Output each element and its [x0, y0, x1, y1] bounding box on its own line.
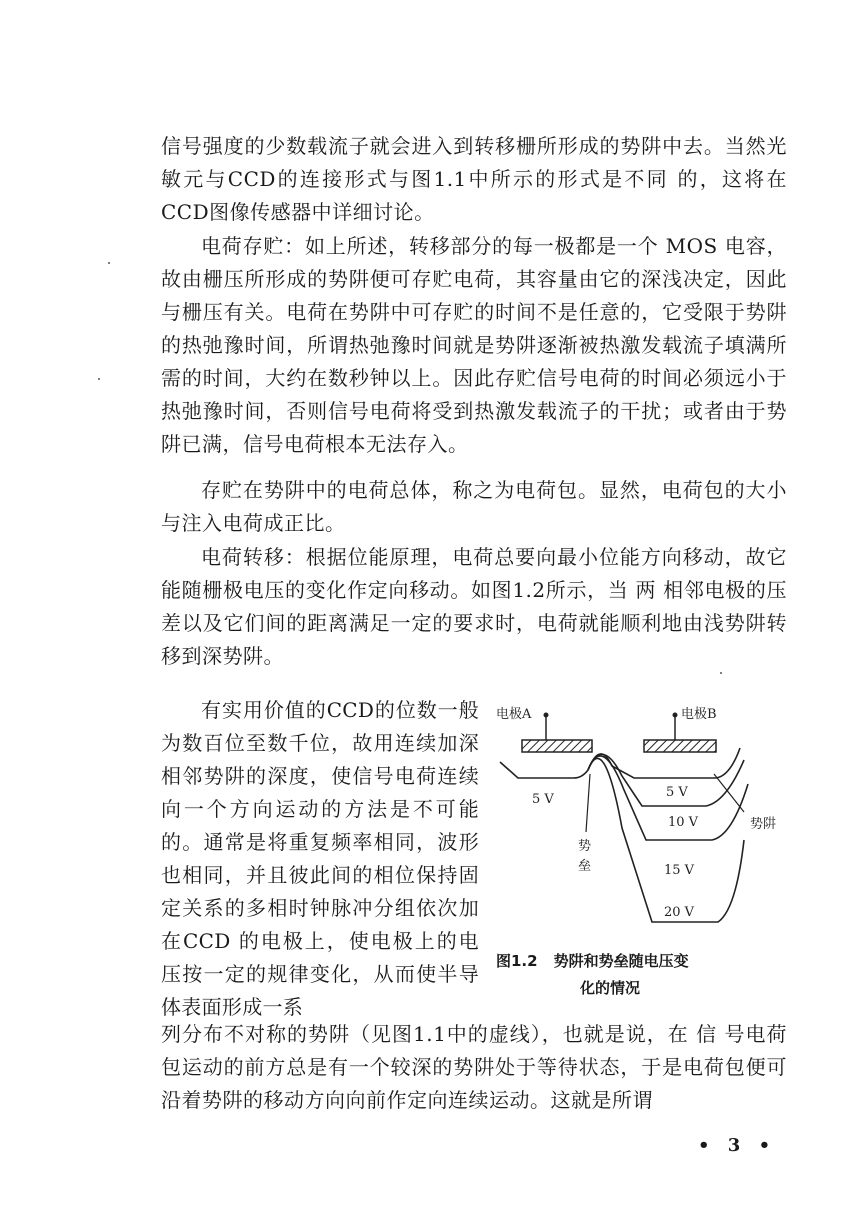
voltage-label-10v: 10 V: [668, 815, 699, 830]
electrode-a-hatch: [522, 740, 592, 752]
figure-potential-wells: [482, 678, 782, 1018]
paragraph-charge-transfer: 电荷转移：根据位能原理，电荷总要向最小位能方向移动，故它能随栅极电压的变化作定向移动。如图1.2所示，当 两 相邻电极的压差以及它们间的距离满足一定的要求时，电荷就能顺利地由浅势阱转移到深势阱。: [161, 545, 787, 668]
potential-well-diagram: [482, 678, 782, 948]
figure-caption: [496, 948, 782, 1002]
figure-number: 图1.2: [496, 952, 538, 970]
scan-speck: [108, 262, 110, 264]
caption-line-1: 势阱和势垒随电压变: [553, 952, 689, 970]
barrier-label-2: 垒: [578, 859, 592, 874]
well-label: 势阱: [750, 817, 777, 832]
paragraph-1: 信号强度的少数载流子就会进入到转移栅所形成的势阱中去。当然光敏元与CCD的连接形式与图1.1中所示的形式是不同 的，这将在CCD图像传感器中详细讨论。: [161, 134, 787, 224]
electrode-a-label: 电极A: [496, 707, 532, 722]
page-number: • 3 •: [698, 1135, 777, 1156]
barrier-pointer-line: [586, 774, 590, 832]
paragraph-clock-side: 有实用价值的CCD的位数一般为数百位至数千位，故用连续加深相邻势阱的深度，使信号电荷连续向一个方向运动的方法是不可能的。通常是将重复频率相同，波形也相同，并且彼此间的相位保持固定关系的多相时钟脉冲分组依次加在CCD 的电极上，使电极上的电压按一定的规律变化，从而使半导体表面形成一系: [161, 698, 479, 1019]
well-pointer-line: [714, 774, 744, 812]
electrode-b-label: 电极B: [681, 707, 717, 722]
paragraph-charge-packet: 存贮在势阱中的电荷总体，称之为电荷包。显然，电荷包的大小与注入电荷成正比。: [161, 478, 787, 535]
scan-speck: [98, 378, 100, 380]
left-well-curve: [500, 762, 588, 778]
voltage-label-5v: 5 V: [666, 785, 688, 800]
barrier-label-1: 势: [578, 839, 592, 854]
paragraph-charge-storage: 电荷存贮：如上所述，转移部分的每一极都是一个 MOS 电容，故由栅压所形成的势阱便可存贮电荷，其容量由它的深浅决定，因此与栅压有关。电荷在势阱中可存贮的时间不是任意的，它受限于势阱的热弛豫时间，所谓热弛豫时间就是势阱逐渐被热激发载流子填满所需的时间，大约在数秒钟以上。因此存贮信号电荷的时间必须远小于热弛豫时间，否则信号电荷将受到热激发载流子的干扰；或者由于势阱已满，信号电荷根本无法存入。: [161, 234, 787, 456]
paragraph-continuation: 列分布不对称的势阱（见图1.1中的虚线），也就是说，在 信 号电荷包运动的前方总是有一个较深的势阱处于等待状态，于是电荷包便可沿着势阱的移动方向向前作定向连续运动。这就是所谓: [161, 1022, 787, 1112]
electrode-b-hatch: [644, 740, 716, 752]
voltage-label-15v: 15 V: [664, 863, 695, 878]
left-voltage-label: 5 V: [532, 792, 554, 807]
caption-line-2: 化的情况: [580, 979, 641, 997]
scan-speck: [720, 672, 722, 674]
voltage-label-20v: 20 V: [664, 905, 695, 920]
